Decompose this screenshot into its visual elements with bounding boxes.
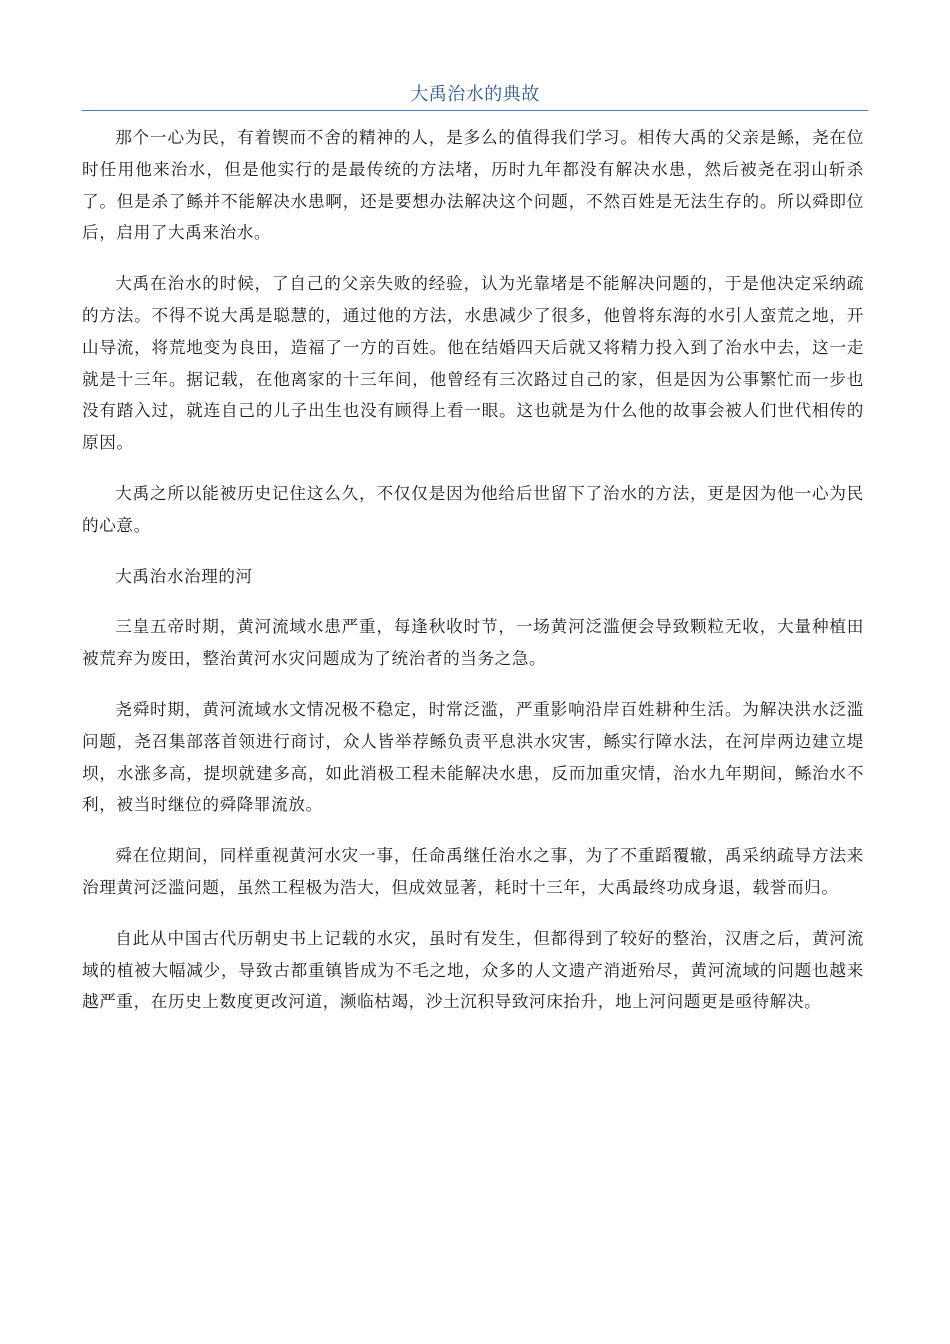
- paragraph: 大禹之所以能被历史记住这么久，不仅仅是因为他给后世留下了治水的方法，更是因为他一心为民的心意。: [82, 483, 864, 535]
- section-heading: 大禹治水治理的河: [115, 566, 253, 586]
- paragraph: 自此从中国古代历朝史书上记载的水灾，虽时有发生，但都得到了较好的整治，汉唐之后，黄河流域的植被大幅减少，导致古都重镇皆成为不毛之地，众多的人文遗产消逝殆尽，黄河流域的问题也越来越严重，在历史上数度更改河道，濒临枯竭，沙土沉积导致河床抬升，地上河问题更是亟待解决。: [82, 928, 864, 1012]
- document-body: [82, 122, 864, 1037]
- paragraph: 三皇五帝时期，黄河流域水患严重，每逢秋收时节，一场黄河泛滥便会导致颗粒无收，大量种植田被荒弃为废田，整治黄河水灾问题成为了统治者的当务之急。: [82, 617, 864, 669]
- header-title: 大禹治水的典故: [410, 84, 540, 105]
- paragraph: 尧舜时期，黄河流域水文情况极不稳定，时常泛滥，严重影响沿岸百姓耕种生活。为解决洪水泛滥问题，尧召集部落首领进行商讨，众人皆举荐鲧负责平息洪水灾害，鲧实行障水法，在河岸两边建立堤坝，水涨多高，提坝就建多高，如此消极工程未能解决水患，反而加重灾情，治水九年期间，鲧治水不利，被当时继位的舜降罪流放。: [82, 699, 864, 815]
- paragraph: 舜在位期间，同样重视黄河水灾一事，任命禹继任治水之事，为了不重蹈覆辙，禹采纳疏导方法来治理黄河泛滥问题，虽然工程极为浩大，但成效显著，耗时十三年，大禹最终功成身退，载誉而归。: [82, 846, 864, 897]
- page-header: [82, 82, 868, 111]
- paragraph: 那个一心为民，有着锲而不舍的精神的人，是多么的值得我们学习。相传大禹的父亲是鲧，尧在位时任用他来治水，但是他实行的是最传统的方法堵，历时九年都没有解决水患，然后被尧在羽山斩杀了。但是杀了鲧并不能解决水患啊，还是要想办法解决这个问题，不然百姓是无法生存的。所以舜即位后，启用了大禹来治水。: [82, 128, 864, 243]
- paragraph: 大禹在治水的时候，了自己的父亲失败的经验，认为光靠堵是不能解决问题的，于是他决定采纳疏的方法。不得不说大禹是聪慧的，通过他的方法，水患减少了很多，他曾将东海的水引人蛮荒之地，开山导流，将荒地变为良田，造福了一方的百姓。他在结婚四天后就又将精力投入到了治水中去，这一走就是十三年。据记载，在他离家的十三年间，他曾经有三次路过自己的家，但是因为公事繁忙而一步也没有踏入过，就连自己的儿子出生也没有顾得上看一眼。这也就是为什么他的故事会被人们世代相传的原因。: [82, 274, 864, 453]
